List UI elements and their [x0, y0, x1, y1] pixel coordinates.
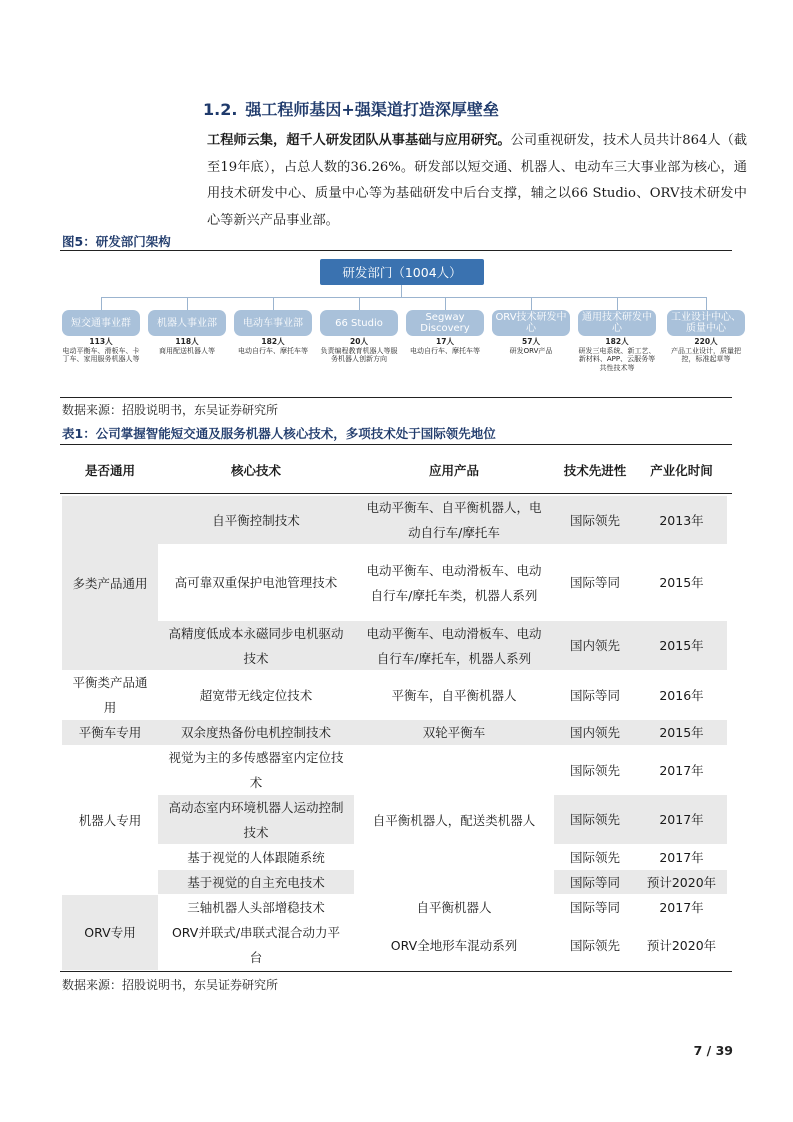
dept-count: 182人 — [605, 337, 629, 346]
org-dept-node: 66 Studio — [320, 310, 398, 336]
org-connector — [101, 297, 102, 310]
dept-desc: 电动自行车、摩托车等 — [410, 346, 480, 355]
table-cell-year: 预计2020年 — [636, 870, 727, 894]
org-dept-node: 电动车事业部 — [234, 310, 312, 336]
table-cell-year: 2017年 — [636, 795, 727, 844]
table-cell-product: 电动平衡车、电动滑板车、电动自行车/摩托车，机器人系列 — [354, 621, 554, 670]
table-group-cell: 平衡车专用 — [62, 720, 158, 745]
table-group-cell: 平衡类产品通用 — [72, 675, 148, 715]
body-paragraph — [207, 128, 747, 234]
dept-count: 17人 — [436, 337, 454, 346]
dept-info — [405, 338, 485, 355]
dept-desc: 电动自行车、摩托车等 — [238, 346, 308, 355]
dept-count: 220人 — [694, 337, 718, 346]
dept-count: 57人 — [522, 337, 540, 346]
table-cell-level: 国际领先 — [554, 795, 636, 844]
paragraph-text: 公司重视研发，技术人员共计864人（截至19年底），占总人数的36.26%。研发部以短交通、机器人、电动车三大事业部为核心，通用技术研发中心、质量中心等为基础研发中后台支撑，辅之以66 Studio、ORV技术研发中心等新兴产品事业部。 — [207, 133, 748, 228]
dept-count: 182人 — [261, 337, 285, 346]
dept-count: 118人 — [175, 337, 199, 346]
table-cell-product: 自平衡机器人 — [416, 899, 492, 915]
figure-source: 数据来源：招股说明书，东吴证券研究所 — [62, 403, 279, 417]
paragraph-lead: 工程师云集，超千人研发团队从事基础与应用研究。 — [207, 133, 511, 148]
table-cell-product: 平衡车，自平衡机器人 — [391, 687, 517, 703]
dept-count: 113人 — [89, 337, 113, 346]
org-root-node: 研发部门（1004人） — [320, 259, 484, 285]
table-cell-level: 国际等同 — [569, 899, 620, 915]
org-connector — [531, 297, 532, 310]
org-dept-node: 工业设计中心、质量中心 — [667, 310, 745, 336]
org-connector — [445, 297, 446, 310]
table-cell-year: 预计2020年 — [646, 937, 717, 953]
table-source: 数据来源：招股说明书，东吴证券研究所 — [62, 978, 279, 992]
table-cell-year: 2016年 — [659, 687, 704, 703]
table-cell-tech: 高可靠双重保护电池管理技术 — [174, 575, 338, 590]
dept-desc: 研发三电系统、新工艺、新材料、APP、云服务等共性技术等 — [578, 346, 656, 372]
section-number: 1.2. — [203, 100, 238, 119]
dept-count: 20人 — [350, 337, 368, 346]
table-cell-product: 电动平衡车、自平衡机器人，电动自行车/摩托车 — [354, 496, 554, 544]
dept-desc: 负责编程教育机器人等服务机器人创新方向 — [320, 346, 398, 363]
table-top-rule — [60, 444, 732, 445]
table-cell-tech: 双余度热备份电机控制技术 — [158, 720, 354, 745]
dept-desc: 研发ORV产品 — [509, 346, 553, 355]
table-cell-level: 国内领先 — [554, 621, 636, 670]
table-cell-year: 2017年 — [659, 849, 704, 865]
dept-info — [577, 338, 657, 372]
figure-top-rule — [60, 250, 732, 251]
table-cell-tech: 视觉为主的多传感器室内定位技术 — [168, 750, 344, 790]
org-dept-node: 短交通事业群 — [62, 310, 140, 336]
table-cell-year: 2017年 — [659, 899, 704, 915]
table-cell-level: 国际领先 — [569, 937, 620, 953]
org-connector — [273, 297, 274, 310]
org-connector — [706, 297, 707, 310]
dept-info — [319, 338, 399, 364]
table-cell-level: 国际等同 — [554, 870, 636, 894]
table-cell-product: 电动平衡车、电动滑板车、电动自行车/摩托车类，机器人系列 — [366, 562, 542, 603]
table-cell-product: 双轮平衡车 — [354, 720, 554, 745]
section-title: 强工程师基因+强渠道打造深厚壁垒 — [245, 100, 499, 119]
table-cell-tech: 基于视觉的自主充电技术 — [158, 870, 354, 894]
table-cell-tech: 超宽带无线定位技术 — [199, 687, 313, 703]
table-header-cell: 核心技术 — [230, 462, 281, 478]
table-group-cell: 机器人专用 — [78, 812, 142, 828]
table-cell-tech: ORV并联式/串联式混合动力平台 — [171, 925, 341, 965]
org-connector — [187, 297, 188, 310]
table-cell-level: 国际等同 — [569, 575, 620, 590]
table-header-cell: 应用产品 — [428, 462, 479, 478]
table-cell-year: 2015年 — [636, 621, 727, 670]
dept-info — [233, 338, 313, 355]
table-header-cell: 是否通用 — [84, 462, 135, 478]
table-cell-level: 国际领先 — [554, 496, 636, 544]
org-dept-node: Segway Discovery — [406, 310, 484, 336]
table-cell-year: 2017年 — [659, 762, 704, 778]
table-cell-tech: 高动态室内环境机器人运动控制技术 — [158, 795, 354, 844]
org-dept-node: 通用技术研发中心 — [578, 310, 656, 336]
dept-info — [61, 338, 141, 364]
table-cell-level: 国际领先 — [569, 762, 620, 778]
table-cell-tech: 基于视觉的人体跟随系统 — [187, 849, 325, 865]
table-cell-tech: 自平衡控制技术 — [158, 496, 354, 544]
section-heading — [203, 97, 499, 120]
page-number: 7 / 39 — [693, 1043, 733, 1058]
org-dept-node: ORV技术研发中心 — [492, 310, 570, 336]
dept-info — [491, 338, 571, 355]
table-cell-product: 自平衡机器人，配送类机器人 — [372, 812, 536, 828]
table-header-cell: 产业化时间 — [650, 462, 713, 478]
dept-desc: 产品工业设计，质量把控，标准起草等 — [671, 346, 741, 363]
dept-desc: 电动平衡车、滑板车、卡丁车、家用服务机器人等 — [62, 346, 140, 363]
table-cell-level: 国内领先 — [554, 720, 636, 745]
table-cell-tech: 三轴机器人头部增稳技术 — [187, 899, 325, 915]
table-cell-product: ORV全地形车混动系列 — [390, 937, 518, 953]
dept-info — [666, 338, 746, 364]
dept-desc: 商用配送机器人等 — [159, 346, 215, 355]
figure-bottom-rule — [60, 397, 732, 398]
table-caption: 表1：公司掌握智能短交通及服务机器人核心技术，多项技术处于国际领先地位 — [62, 426, 496, 441]
org-connector — [617, 297, 618, 310]
table-cell-year: 2015年 — [659, 575, 704, 590]
table-cell-level: 国际领先 — [569, 849, 620, 865]
table-cell-level: 国际等同 — [569, 687, 620, 703]
table-header-rule — [60, 493, 732, 494]
table-cell-year: 2015年 — [636, 720, 727, 745]
table-bottom-rule — [60, 971, 732, 972]
figure-caption: 图5：研发部门架构 — [62, 234, 171, 249]
org-connector — [401, 285, 402, 297]
table-group-cell: 多类产品通用 — [62, 496, 158, 670]
table-cell-year: 2013年 — [636, 496, 727, 544]
table-cell-tech: 高精度低成本永磁同步电机驱动技术 — [158, 621, 354, 670]
table-header-cell: 技术先进性 — [563, 462, 627, 478]
org-dept-node: 机器人事业部 — [148, 310, 226, 336]
dept-info — [147, 338, 227, 355]
table-group-cell: ORV专用 — [62, 895, 158, 970]
org-connector — [359, 297, 360, 310]
